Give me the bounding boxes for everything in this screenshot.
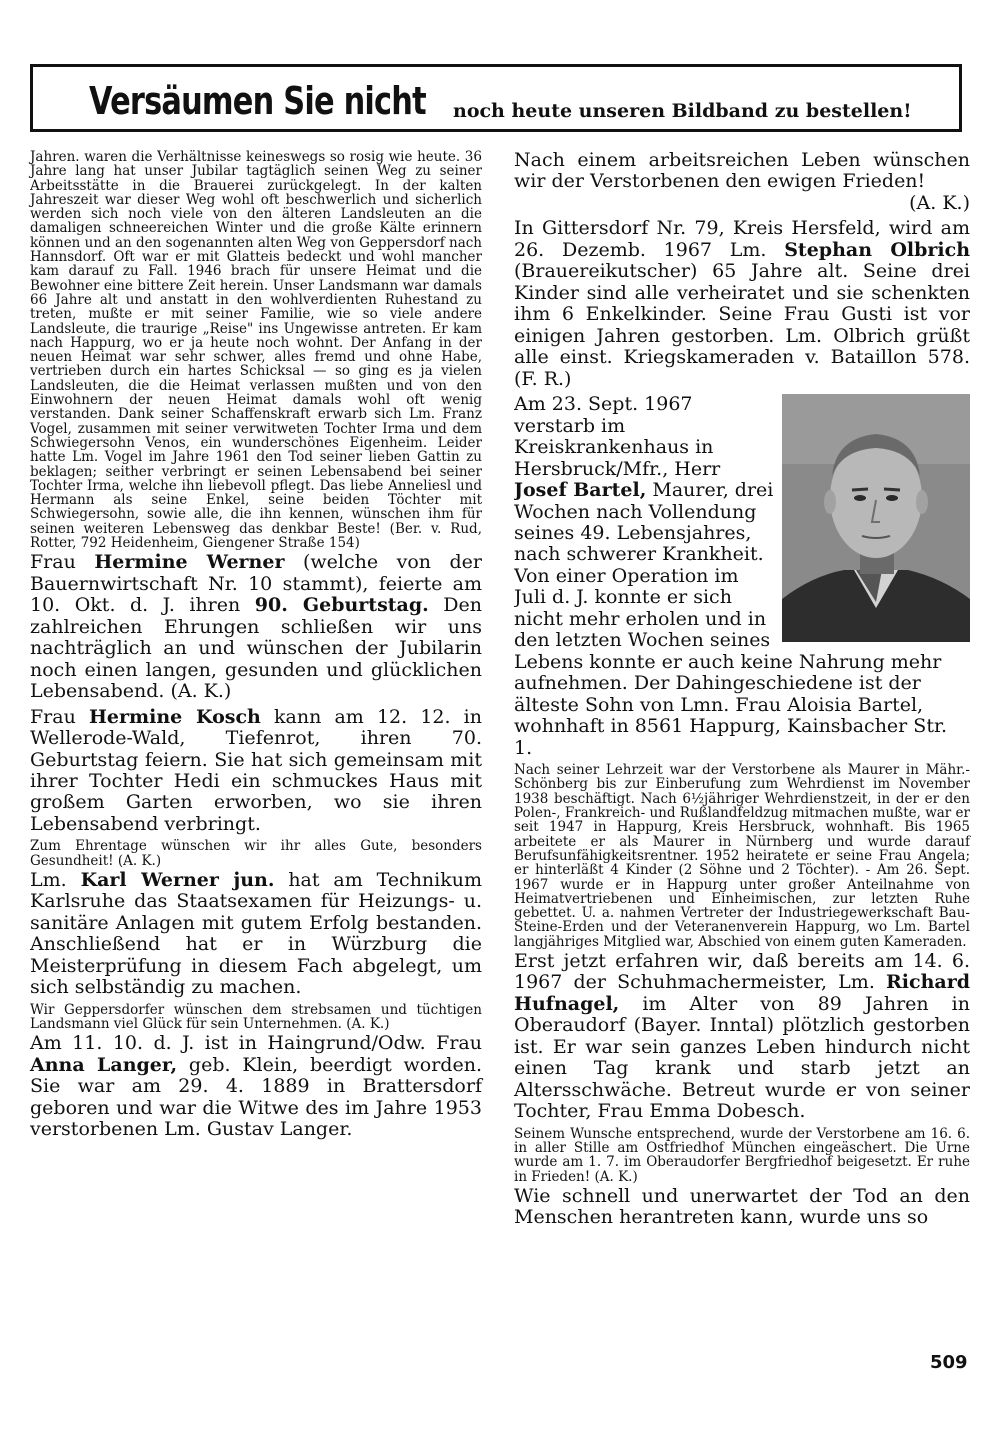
bold-phrase: 90. Geburtstag. [254,594,429,617]
page-number: 509 [930,1352,968,1373]
article-hermine-kosch: Frau Hermine Kosch kann am 12. 12. in Wellerode-Wald, Tiefenrot, ihren 70. Geburtstag feiern. Sie hat sich gemeinsam mit ihrer Tochter Hedi ein schmuckes Haus mit großem Garten erworben, wo sie ihren Lebensabend verbringt. [30,705,482,835]
article-vogel-continued: Jahren. waren die Verhältnisse keineswegs so rosig wie heute. 36 Jahre lang hat unser Jubilar tagtäglich seinen Weg zu seiner Arbeitsstätte in die Brauerei zurückgelegt. In der kalten Jahreszeit war dieser Weg wohl oft beschwerlich und sicherlich werden sich noch viele von den älteren Landsleuten an die damaligen schneereichen Winter und die große Kälte erinnern können und an den sogenannten alten Weg von Geppersdorf nach Hannsdorf. Oft war er mit Glatteis bedeckt und wohl mancher kam darauf zu Fall. 1946 brach für unsere Heimat und die Bewohner eine bittere Zeit herein. Unser Landsmann war damals 66 Jahre alt und anstatt in den wohlverdienten Ruhestand zu treten, mußte er mit seiner Familie, wie so viele andere Landsleute, die traurige „Reise" ins Ungewisse antreten. Er kam nach Happurg, wo er ja heute noch wohnt. Der Anfang in der neuen Heimat war sehr schwer, alles fremd und ohne Habe, vertrieben durch ein hartes Schicksal — so ging es ja vielen Landsleuten, die die Heimat verlassen mußten und von den Einwohnern der neuen Heimat damals wohl oft wenig verstanden. Dank seiner Schaffenskraft erwarb sich Lm. Franz Vogel, zusammen mit seiner verwitweten Tochter Irma und dem Schwiegersohn Venos, ein wunderschönes Eigenheim. Leider hatte Lm. Vogel im Jahre 1961 den Tod seiner lieben Gattin zu beklagen; seither verbringt er seinen Lebensabend bei seiner Tochter Irma, welche ihn liebevoll pflegt. Das liebe Anneliesl und Hermann als seine Enkel, seine beiden Töchter mit Schwiegersohn, sowie alle, die ihn kennen, wünschen ihm für seinen weiteren Lebensweg das denkbar Beste! (Ber. v. Rud, Rotter, 792 Heidenheim, Giengener Straße 154) [30,149,483,552]
portrait-photo [782,394,970,642]
article-langer-wishes: Nach einem arbeitsreichen Leben wünschen wir der Verstorbenen den ewigen Frieden! [514,149,970,193]
banner-tagline: noch heute unseren Bildband zu bestellen! [453,100,912,122]
banner-headline: Versäumen Sie nicht [89,79,426,123]
article-langer-signature: (A. K.) [909,191,970,214]
article-kosch-wishes: Zum Ehrentage wünschen wir ihr alles Gute, besonders Gesundheit! (A. K.) [30,838,482,869]
article-bartel-text: Am 23. Sept. 1967 verstarb im Kreiskrankenhaus in Hersbruck/Mfr., Herr Josef Bartel, Maurer, drei Wochen nach Vollendung seines 49. Lebensjahres, nach schwerer Krankheit. Von einer Operation im Juli d. J. konnte er sich nicht mehr erholen und in den letzten Wochen seines Lebens konnte er auch keine Nahrung mehr aufnehmen. Der Dahingeschiedene ist der älteste Sohn von Lmn. Frau Aloisia Bartel, wohnhaft in 8561 Happurg, Kainsbacher Str. 1. [514,394,947,759]
person-name: Josef Bartel, [514,479,647,502]
person-name: Stephan Olbrich [784,238,971,261]
article-stephan-olbrich: In Gittersdorf Nr. 79, Kreis Hersfeld, wird am 26. Dezemb. 1967 Lm. Stephan Olbrich (Brauereikutscher) 65 Jahre alt. Seine drei Kinder sind alle verheiratet und sie schenkten ihm 6 Enkelkinder. Seine Frau Gusti ist vor einigen Jahren gestorben. Lm. Olbrich grüßt alle einst. Kriegskameraden v. Bataillon 578. (F. R.) [514,217,971,390]
person-name: Karl Werner jun. [80,869,275,891]
person-name: Hermine Kosch [88,705,261,728]
article-richard-hufnagel: Erst jetzt erfahren wir, daß bereits am 14. 6. 1967 der Schuhmachermeister, Lm. Richard Hufnagel, im Alter von 89 Jahren in Oberaudorf (Bayer. Inntal) plötzlich gestorben ist. Er war sein ganzes Leben hindurch nicht einen Tag krank und starb jetzt an Altersschwäche. Betreut wurde er von seiner Tochter, Frau Emma Dobesch. [514,949,970,1123]
portrait-illustration [782,394,970,642]
article-hermine-werner: Frau Hermine Werner (welche von der Bauernwirtschaft Nr. 10 stammt), feierte am 10. Okt. d. J. ihren 90. Geburtstag. Den zahlreichen Ehrungen schließen wir uns nachträglich an und wünschen der Jubilarin noch einen langen, gesunden und glücklichen Lebensabend. (A. K.) [30,551,482,703]
article-bartel-biography: Nach seiner Lehrzeit war der Verstorbene als Maurer in Mähr.-Schönberg bis zur Einberufung zum Wehrdienst im November 1938 beschäftigt. Nach 6½jähriger Wehrdienstzeit, in der er den Polen-, Frankreich- und Rußlandfeldzug mitmachen mußte, war er seit 1947 in Happurg, Kreis Hersbruck, wohnhaft. Bis 1965 arbeitete er als Maurer in Nürnberg und wurde darauf Berufsunfähigkeitsrentner. 1952 heiratete er seine Frau Angela; er hinterläßt 4 Kinder (2 Söhne und 2 Töchter). - Am 26. Sept. 1967 wurde er in Happurg unter großer Anteilnahme von Heimatvertriebenen und Einheimischen, zur letzten Ruhe gebettet. U. a. nahmen Vertreter der Industriegewerkschaft Bau-Steine-Erden und der Veteranenverein Happurg, wo Lm. Bartel langjähriges Mitglied war, Abschied von einem guten Kameraden. [514,762,970,950]
person-name: Anna Langer, [30,1053,178,1076]
advertisement-banner [30,64,962,132]
person-name: Hermine Werner [94,551,285,574]
article-werner-wishes: Wir Geppersdorfer wünschen dem strebsamen und tüchtigen Landsmann viel Glück für sein Unternehmen. (A. K.) [30,1001,482,1033]
article-anna-langer: Am 11. 10. d. J. ist in Haingrund/Odw. Frau Anna Langer, geb. Klein, beerdigt worden. Sie war am 29. 4. 1889 in Brattersdorf geboren und war die Witwe des im Jahre 1953 verstorbenen Lm. Gustav Langer. [30,1032,482,1141]
right-column [514,150,970,1233]
article-josef-bartel [514,394,970,763]
article-karl-werner: Lm. Karl Werner jun. hat am Technikum Karlsruhe das Staatsexamen für Heizungs- u. sanitäre Anlagen mit gutem Erfolg bestanden. Anschließend hat er in Würzburg die Meisterprüfung in diesem Fach abgelegt, um sich selbständig zu machen. [30,869,483,999]
person-name: Richard Hufnagel, [514,971,970,1015]
left-column [30,150,482,1145]
article-next-continued: Wie schnell und unerwartet der Tod an den Menschen herantreten kann, wurde uns so [514,1184,970,1229]
article-hufnagel-burial: Seinem Wunsche entsprechend, wurde der Verstorbene am 16. 6. in aller Stille am Ostfriedhof München eingeäschert. Die Urne wurde am 1. 7. im Oberaudorfer Bergfriedhof beigesetzt. Er ruhe in Frieden! (A. K.) [514,1125,970,1185]
